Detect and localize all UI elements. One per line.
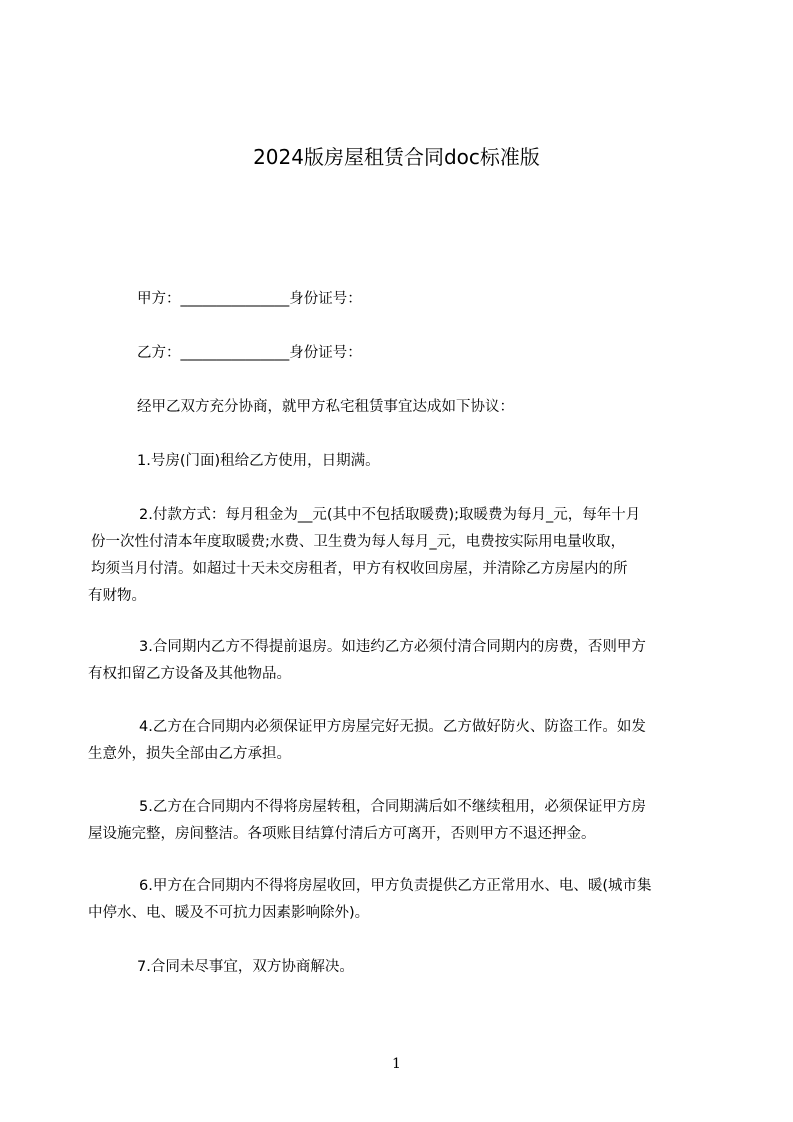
clause-5-line-1: 5.乙方在合同期内不得将房屋转租，合同期满后如不继续租用，必须保证甲方房 xyxy=(139,799,646,815)
clause-2-line-1: 2.付款方式：每月租金为__元(其中不包括取暖费);取暖费为每月_元，每年十月 xyxy=(139,507,641,523)
party-a-blank: _______________ xyxy=(180,291,290,307)
party-b-id-label: 身份证号： xyxy=(289,345,362,361)
clause-5-line-2: 屋设施完整，房间整洁。各项账目结算付清后方可离开，否则甲方不退还押金。 xyxy=(88,826,596,842)
page-number: 1 xyxy=(392,1056,401,1072)
clause-3-line-2: 有权扣留乙方设备及其他物品。 xyxy=(88,666,291,682)
clause-1-line-1: 1.号房(门面)租给乙方使用，日期满。 xyxy=(137,453,380,469)
party-b-line xyxy=(137,340,362,367)
document-title: 2024版房屋租赁合同doc标准版 xyxy=(253,145,540,169)
clause-2-line-4: 有财物。 xyxy=(88,588,146,604)
clause-6-line-2: 中停水、电、暖及不可抗力因素影响除外)。 xyxy=(88,905,370,921)
clause-2-line-2: 份一次性付清本年度取暖费;水费、卫生费为每人每月_元，电费按实际用电量收取， xyxy=(91,534,626,550)
clause-6-line-1: 6.甲方在合同期内不得将房屋收回，甲方负责提供乙方正常用水、电、暖(城市集 xyxy=(139,878,652,894)
intro-paragraph: 经甲乙双方充分协商，就甲方私宅租赁事宜达成如下协议： xyxy=(137,399,514,415)
clause-3-line-1: 3.合同期内乙方不得提前退房。如违约乙方必须付清合同期内的房费，否则甲方 xyxy=(139,639,646,655)
clause-4-line-2: 生意外，损失全部由乙方承担。 xyxy=(88,746,291,762)
party-a-id-label: 身份证号： xyxy=(289,291,362,307)
party-b-label: 乙方： xyxy=(137,345,181,361)
party-b-blank: _______________ xyxy=(180,345,290,361)
party-a-label: 甲方： xyxy=(137,291,181,307)
clause-4-line-1: 4.乙方在合同期内必须保证甲方房屋完好无损。乙方做好防火、防盗工作。如发 xyxy=(139,719,646,735)
party-a-line xyxy=(137,286,362,313)
clause-7-line-1: 7.合同未尽事宜，双方协商解决。 xyxy=(137,959,354,975)
clause-2-line-3: 均须当月付清。如超过十天未交房租者，甲方有权收回房屋，并清除乙方房屋内的所 xyxy=(91,561,628,577)
